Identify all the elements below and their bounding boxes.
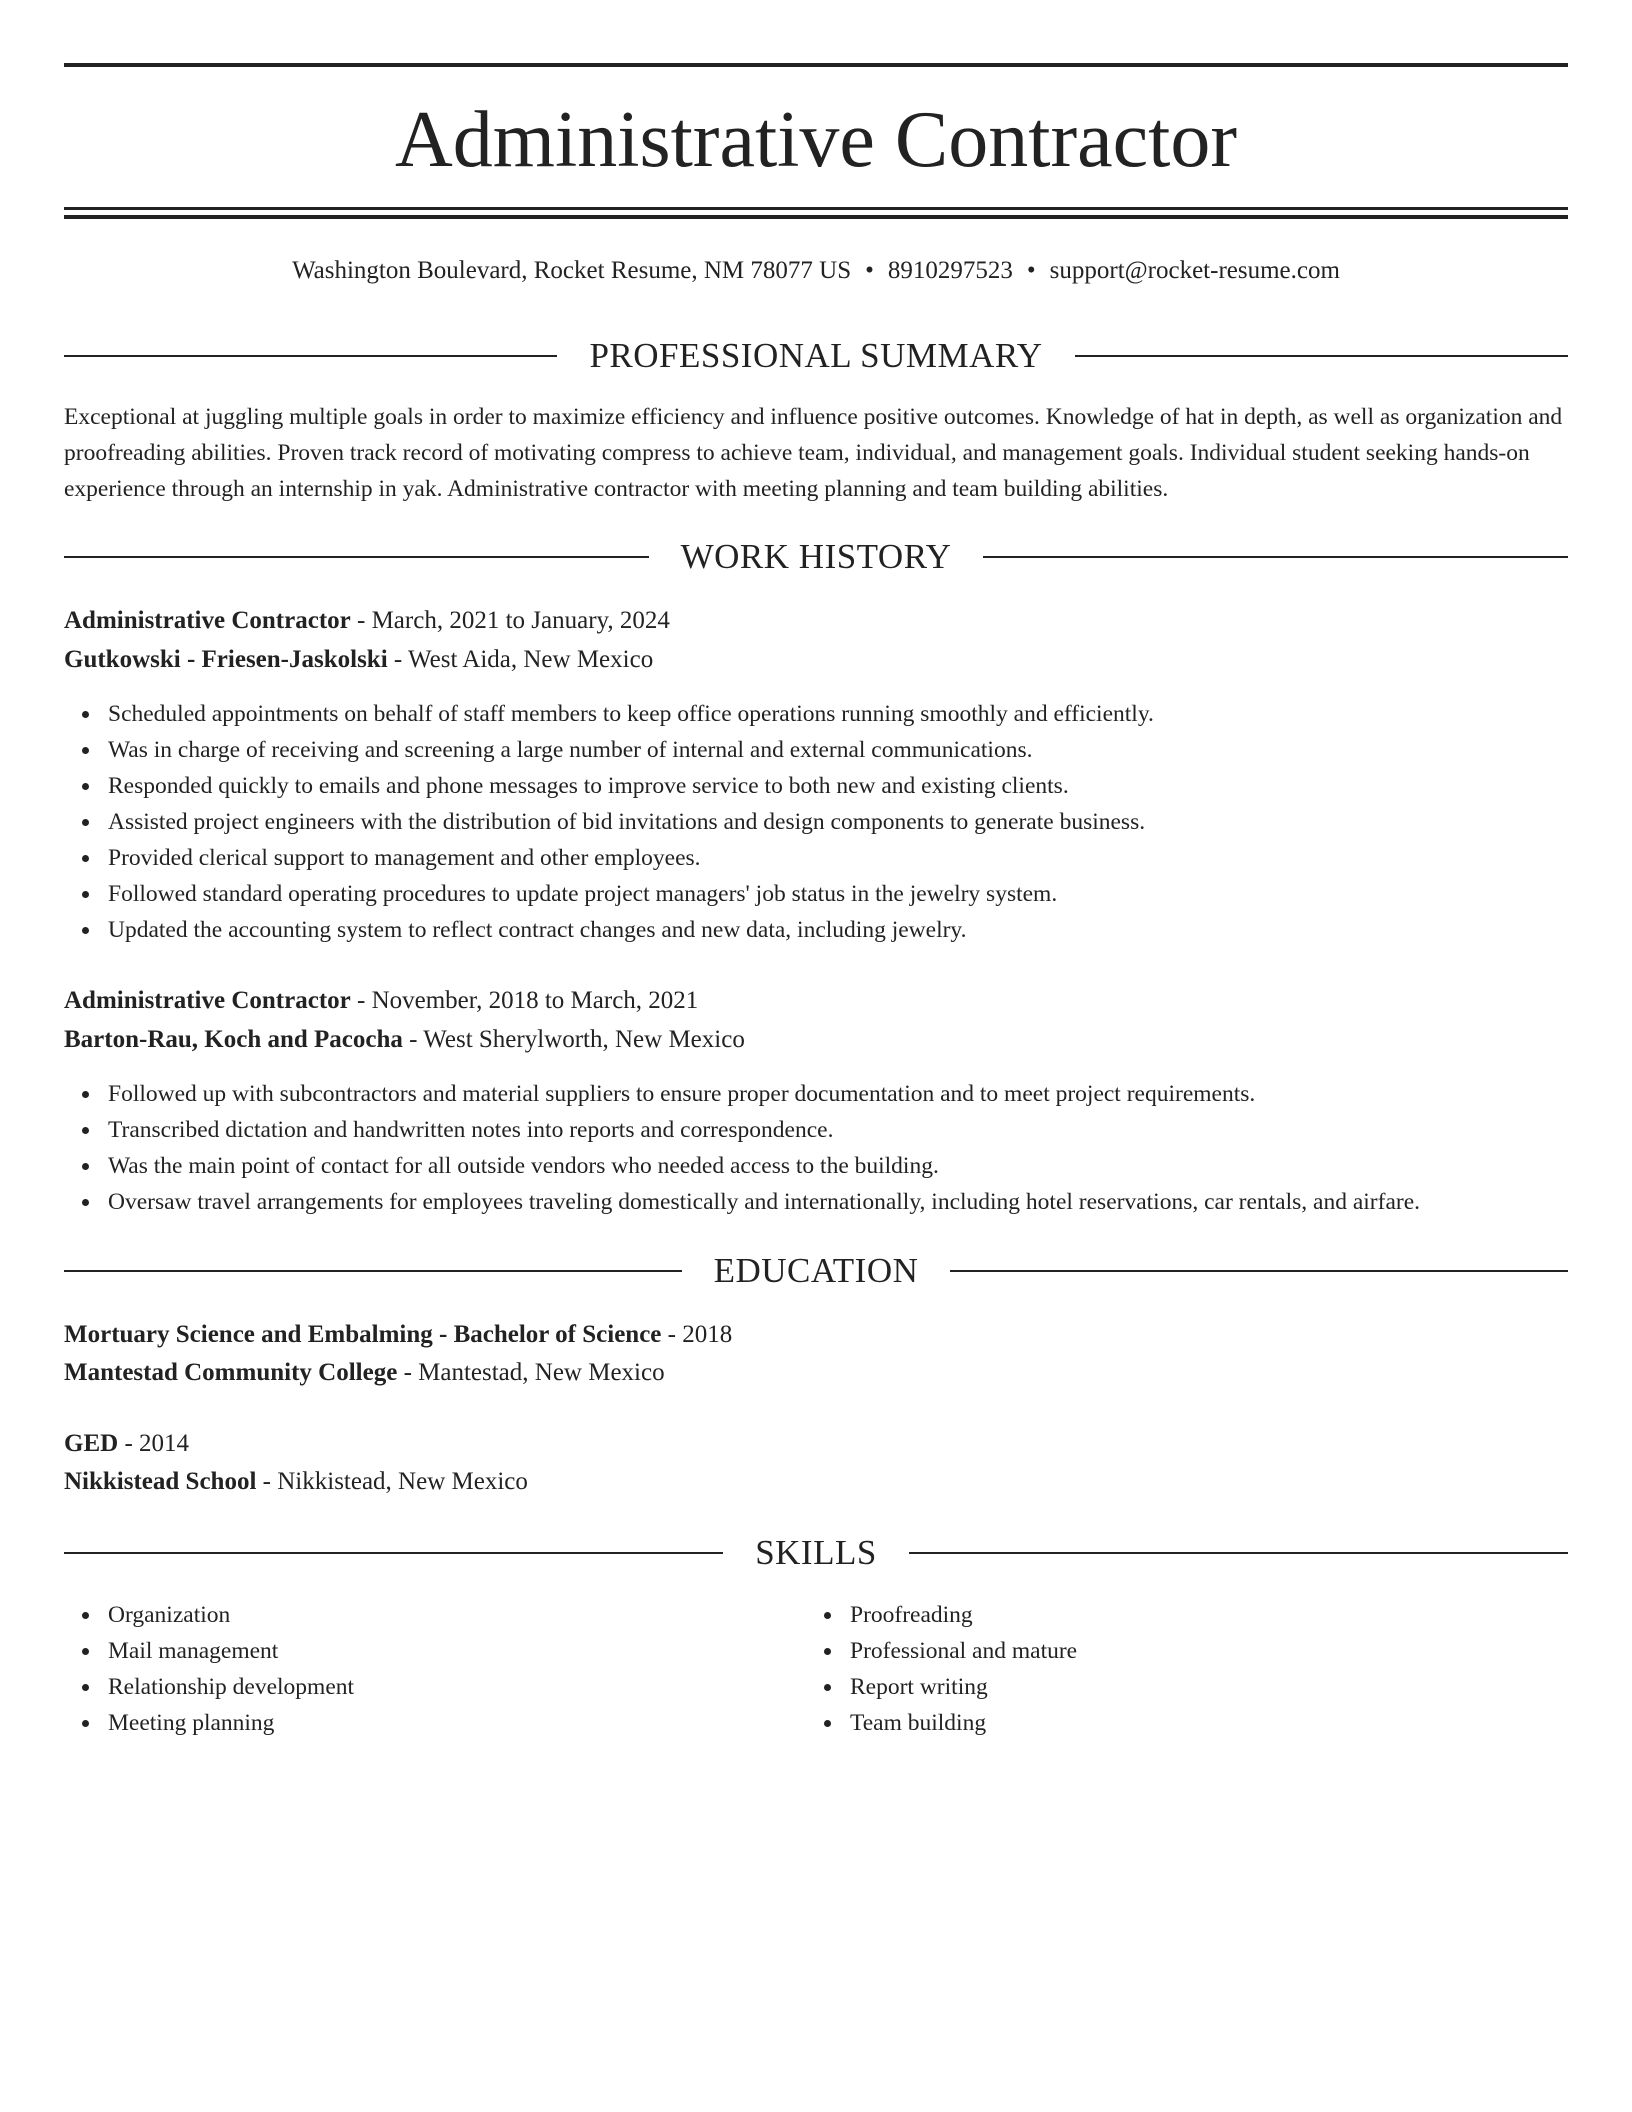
education-location: - Mantestad, New Mexico bbox=[397, 1359, 665, 1386]
section-rule bbox=[1075, 355, 1568, 357]
contact-phone: 8910297523 bbox=[887, 257, 1013, 284]
job-location: - West Sherylworth, New Mexico bbox=[402, 1026, 745, 1053]
section-rule bbox=[950, 1270, 1568, 1272]
skill-item: Mail management bbox=[108, 1633, 1612, 1669]
top-rule bbox=[64, 63, 1568, 67]
skill-item: Proofreading bbox=[850, 1597, 1632, 1633]
job-title: Administrative Contractor bbox=[64, 607, 351, 634]
skill-item: Professional and mature bbox=[850, 1633, 1632, 1669]
education-school: Nikkistead School bbox=[64, 1468, 257, 1495]
contact-separator: • bbox=[865, 257, 874, 284]
education-location: - Nikkistead, New Mexico bbox=[256, 1468, 528, 1495]
list-item: Was in charge of receiving and screening a large number of internal and external communications. bbox=[108, 732, 1612, 768]
section-header-education bbox=[64, 1249, 1568, 1293]
section-rule bbox=[64, 556, 649, 558]
section-header-skills bbox=[64, 1531, 1568, 1575]
list-item: Provided clerical support to management and other employees. bbox=[108, 840, 1612, 876]
section-title-education: EDUCATION bbox=[713, 1251, 919, 1290]
summary-text: Exceptional at juggling multiple goals in order to maximize efficiency and influence positive outcomes. Knowledge of hat in depth, as well as organization and proofreading abilities. Proven track record of motivating compress to achieve team, individual, and management goals. Individual student seeking hands-on experience through an internship in yak. Administrative contractor with meeting planning and team building abilities. bbox=[64, 404, 1563, 502]
education-degree-line bbox=[64, 1317, 1568, 1353]
education-school-line bbox=[64, 1355, 1568, 1391]
job-company: Gutkowski - Friesen-Jaskolski bbox=[64, 646, 388, 673]
list-item: Oversaw travel arrangements for employees traveling domestically and internationally, including hotel reservations, car rentals, and airfare. bbox=[108, 1184, 1612, 1220]
list-item: Transcribed dictation and handwritten notes into reports and correspondence. bbox=[108, 1112, 1612, 1148]
list-item: Responded quickly to emails and phone messages to improve service to both new and existing clients. bbox=[108, 768, 1612, 804]
skills-list-right bbox=[806, 1597, 1632, 1741]
title-rule-lower bbox=[64, 215, 1568, 219]
list-item: Followed standard operating procedures to update project managers' job status in the jewelry system. bbox=[108, 876, 1612, 912]
job-duties-list bbox=[64, 1076, 1612, 1220]
education-school: Mantestad Community College bbox=[64, 1359, 398, 1386]
section-rule bbox=[983, 556, 1568, 558]
education-school-line bbox=[64, 1464, 1568, 1500]
section-rule bbox=[909, 1552, 1568, 1554]
section-header-work bbox=[64, 535, 1568, 579]
list-item: Followed up with subcontractors and material suppliers to ensure proper documentation and to meet project requirements. bbox=[108, 1076, 1612, 1112]
section-rule bbox=[64, 1552, 723, 1554]
skill-item: Team building bbox=[850, 1705, 1632, 1741]
list-item: Updated the accounting system to reflect contract changes and new data, including jewelry. bbox=[108, 912, 1612, 948]
section-title-summary: PROFESSIONAL SUMMARY bbox=[589, 336, 1043, 375]
job-company: Barton-Rau, Koch and Pacocha bbox=[64, 1026, 403, 1053]
job-title: Administrative Contractor bbox=[64, 987, 351, 1014]
contact-separator: • bbox=[1026, 257, 1036, 284]
job-company-line bbox=[64, 1022, 1568, 1058]
education-degree: GED bbox=[64, 1430, 119, 1457]
education-year: - 2014 bbox=[118, 1430, 190, 1457]
education-year: - 2018 bbox=[661, 1321, 733, 1348]
contact-email: support@rocket-resume.com bbox=[1049, 257, 1340, 284]
contact-address: Washington Boulevard, Rocket Resume, NM 78077 US bbox=[292, 257, 852, 284]
section-header-summary bbox=[64, 334, 1568, 378]
contact-line bbox=[64, 254, 1568, 288]
section-title-skills: SKILLS bbox=[755, 1533, 877, 1572]
skill-item: Relationship development bbox=[108, 1669, 1612, 1705]
job-title-line bbox=[64, 603, 1568, 639]
list-item: Was the main point of contact for all outside vendors who needed access to the building. bbox=[108, 1148, 1612, 1184]
skill-item: Organization bbox=[108, 1597, 1612, 1633]
education-degree: Mortuary Science and Embalming - Bachelor of Science bbox=[64, 1321, 662, 1348]
section-title-work: WORK HISTORY bbox=[680, 537, 952, 576]
section-rule bbox=[64, 355, 557, 357]
resume-title: Administrative Contractor bbox=[394, 96, 1238, 184]
job-location: - West Aida, New Mexico bbox=[387, 646, 654, 673]
list-item: Assisted project engineers with the distribution of bid invitations and design components to generate business. bbox=[108, 804, 1612, 840]
job-company-line bbox=[64, 642, 1568, 678]
title-rule-upper bbox=[64, 207, 1568, 210]
education-degree-line bbox=[64, 1426, 1568, 1462]
skill-item: Meeting planning bbox=[108, 1705, 1612, 1741]
skill-item: Report writing bbox=[850, 1669, 1632, 1705]
job-dates: - March, 2021 to January, 2024 bbox=[350, 607, 670, 634]
section-rule bbox=[64, 1270, 682, 1272]
list-item: Scheduled appointments on behalf of staff members to keep office operations running smoothly and efficiently. bbox=[108, 696, 1612, 732]
job-title-line bbox=[64, 983, 1568, 1019]
job-dates: - November, 2018 to March, 2021 bbox=[350, 987, 699, 1014]
job-duties-list bbox=[64, 696, 1612, 948]
